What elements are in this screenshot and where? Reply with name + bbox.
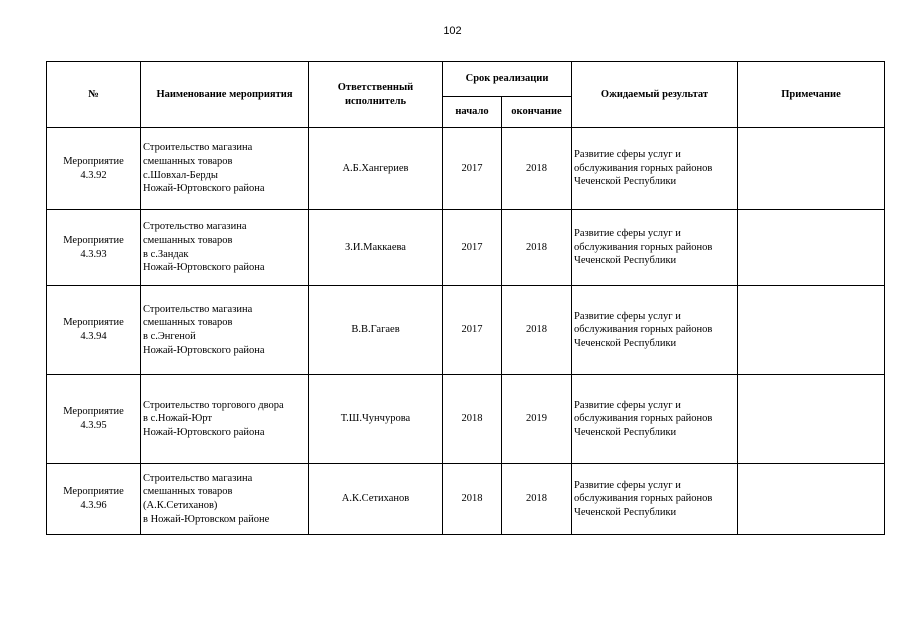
text-line: в Ножай-Юртовском районе [143, 513, 270, 525]
header-event-name: Наименование мероприятия [141, 62, 309, 128]
table-row [47, 128, 885, 210]
text-line: Строительство торгового двора [143, 399, 284, 411]
expected-result [572, 464, 738, 535]
expected-result [572, 375, 738, 464]
event-id-number: 4.3.95 [80, 420, 107, 431]
executor: З.И.Маккаева [309, 210, 443, 286]
text-line: в с.Зандак [143, 248, 189, 260]
text-line: Чеченской Республики [574, 176, 677, 188]
table-row [47, 464, 885, 535]
event-name [141, 286, 309, 375]
header-number: № [47, 62, 141, 128]
text-line: обслуживания горных районов [574, 162, 713, 174]
text-line: (А.К.Сетиханов) [143, 500, 218, 511]
event-id-label: Мероприятие [63, 317, 124, 329]
header-start: начало [443, 97, 502, 128]
event-name [141, 210, 309, 286]
event-id-label: Мероприятие [63, 406, 124, 418]
text-line: Развитие сферы услуг и [574, 310, 681, 322]
text-line: Ножай-Юртовского района [143, 426, 265, 438]
text-line: Чеченской Республики [574, 426, 677, 438]
start-year: 2017 [443, 210, 502, 286]
event-id-number: 4.3.92 [80, 169, 107, 181]
event-name [141, 375, 309, 464]
event-id [47, 464, 141, 535]
header-end: окончание [502, 97, 572, 128]
event-id [47, 128, 141, 210]
text-line: смешанных товаров [143, 486, 233, 498]
text-line: Развитие сферы услуг и [574, 149, 681, 161]
text-line: Развитие сферы услуг и [574, 399, 681, 411]
text-line: обслуживания горных районов [574, 413, 713, 425]
text-line: Ножай-Юртовского района [143, 183, 265, 195]
start-year: 2018 [443, 464, 502, 535]
table-row [47, 286, 885, 375]
text-line: Строительство магазина [143, 472, 253, 484]
text-line: Развитие сферы услуг и [574, 479, 681, 491]
event-id-number: 4.3.94 [80, 331, 107, 342]
event-id-label: Мероприятие [63, 234, 124, 246]
text-line: в с.Энгеной [143, 331, 196, 342]
event-id-label: Мероприятие [63, 155, 124, 167]
text-line: Ножай-Юртовского района [143, 344, 265, 356]
end-year: 2018 [502, 286, 572, 375]
header-note: Примечание [738, 62, 885, 128]
table-row [47, 210, 885, 286]
text-line: с.Шовхал-Берды [143, 169, 218, 181]
text-line: смешанных товаров [143, 155, 233, 167]
end-year: 2018 [502, 128, 572, 210]
text-line: обслуживания горных районов [574, 493, 713, 505]
event-id-label: Мероприятие [63, 486, 124, 498]
text-line: обслуживания горных районов [574, 241, 713, 253]
start-year: 2017 [443, 286, 502, 375]
event-id [47, 210, 141, 286]
text-line: Строительство магазина [143, 303, 253, 315]
text-line: смешанных товаров [143, 317, 233, 329]
header-expected-result: Ожидаемый результат [572, 62, 738, 128]
text-line: Стротельство магазина [143, 221, 247, 233]
measures-table [46, 61, 885, 535]
expected-result [572, 286, 738, 375]
page-number: 102 [443, 25, 462, 37]
end-year: 2019 [502, 375, 572, 464]
text-line: Чеченской Республики [574, 337, 677, 349]
note [738, 464, 885, 535]
start-year: 2017 [443, 128, 502, 210]
expected-result [572, 210, 738, 286]
executor: А.К.Сетиханов [309, 464, 443, 535]
header-period: Срок реализации [443, 62, 572, 97]
executor: А.Б.Хангериев [309, 128, 443, 210]
text-line: в с.Ножай-Юрт [143, 413, 212, 425]
text-line: Развитие сферы услуг и [574, 228, 681, 240]
text-line: Строительство магазина [143, 142, 253, 154]
end-year: 2018 [502, 464, 572, 535]
table-row [47, 375, 885, 464]
event-id [47, 375, 141, 464]
note [738, 375, 885, 464]
expected-result [572, 128, 738, 210]
header-executor: Ответственный исполнитель [309, 62, 443, 128]
text-line: Чеченской Республики [574, 255, 677, 267]
text-line: обслуживания горных районов [574, 324, 713, 336]
text-line: Чеченской Республики [574, 506, 677, 518]
event-name [141, 128, 309, 210]
executor: Т.Ш.Чунчурова [309, 375, 443, 464]
end-year: 2018 [502, 210, 572, 286]
event-name [141, 464, 309, 535]
start-year: 2018 [443, 375, 502, 464]
executor: В.В.Гагаев [309, 286, 443, 375]
event-id-number: 4.3.93 [80, 248, 107, 260]
text-line: смешанных товаров [143, 234, 233, 246]
event-id-number: 4.3.96 [80, 500, 107, 511]
note [738, 210, 885, 286]
note [738, 128, 885, 210]
event-id [47, 286, 141, 375]
note [738, 286, 885, 375]
text-line: Ножай-Юртовского района [143, 262, 265, 274]
